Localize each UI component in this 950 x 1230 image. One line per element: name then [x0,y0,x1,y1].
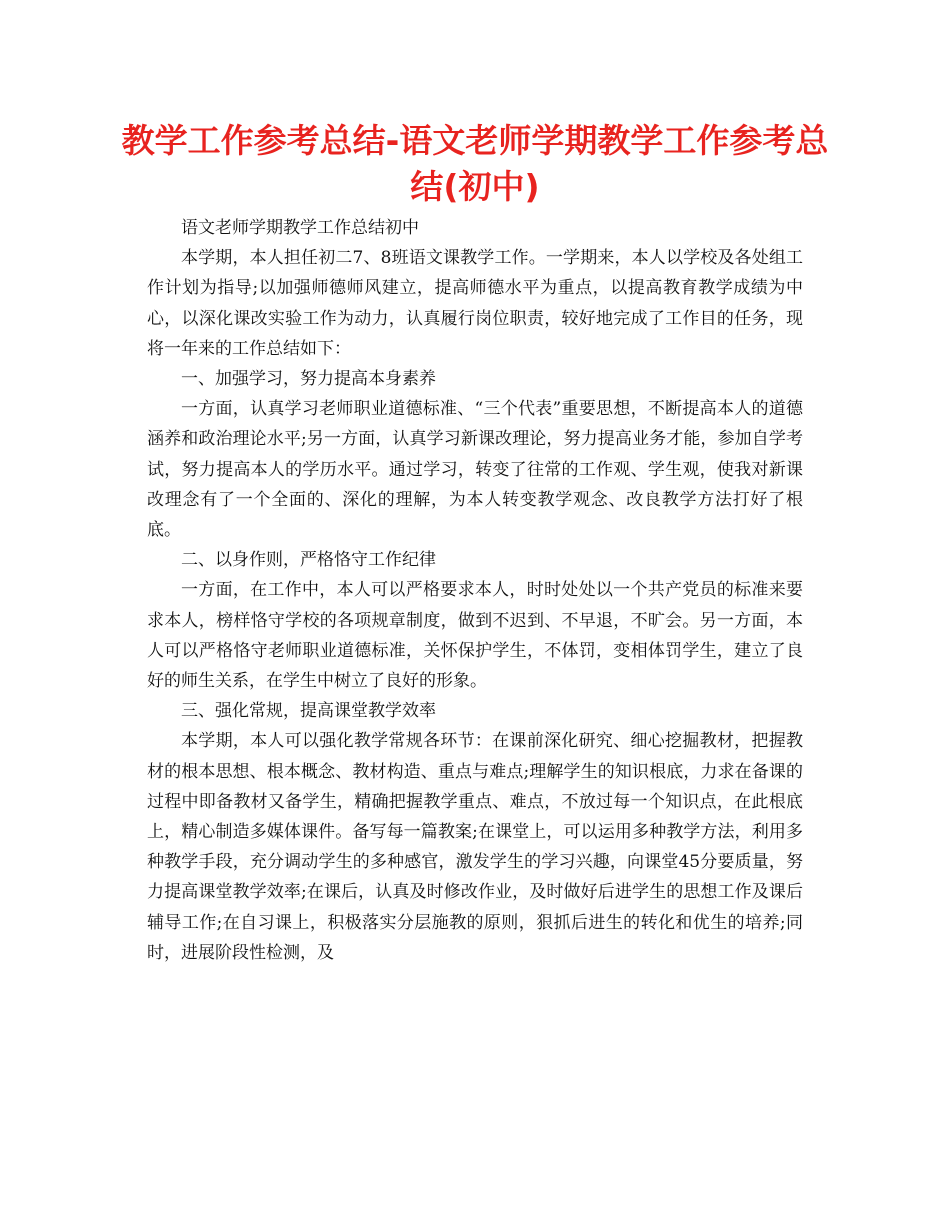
section-heading: 三、强化常规，提高课堂教学效率 [181,701,436,722]
body-paragraph: 一方面，认真学习老师职业道德标准、“三个代表”重要思想，不断提高本人的道德涵养和政治理论水平;另一方面，认真学习新课改理论，努力提高业务才能，参加自学考试，努力提高本人的学历水平。通过学习，转变了往常的工作观、学生观，使我对新课改理念有了一个全面的、深化的理解，为本人转变教学观念、改良教学方法打好了根底。 [147,399,803,541]
body-paragraph: 一方面，在工作中，本人可以严格要求本人，时时处处以一个共产党员的标准来要求本人，榜样恪守学校的各项规章制度，做到不迟到、不早退，不旷会。另一方面，本人可以严格恪守老师职业道德标准，关怀保护学生，不体罚，变相体罚学生，建立了良好的师生关系，在学生中树立了良好的形象。 [147,580,803,692]
document-title: 教学工作参考总结-语文老师学期教学工作参考总结(初中) [121,121,829,206]
subtitle-paragraph: 语文老师学期教学工作总结初中 [181,218,419,238]
document-body [147,213,803,968]
section-heading: 一、加强学习，努力提高本身素养 [181,369,436,390]
body-paragraph: 本学期，本人担任初二7、8班语文课教学工作。一学期来，本人以学校及各处组工作计划为指导;以加强师德师风建立，提高师德水平为重点，以提高教育教学成绩为中心，以深化课改实验工作为动力，认真履行岗位职责，较好地完成了工作目的任务，现将一年来的工作总结如下： [147,248,803,359]
body-paragraph: 本学期，本人可以强化教学常规各环节：在课前深化研究、细心挖掘教材，把握教材的根本思想、根本概念、教材构造、重点与难点;理解学生的知识根底，力求在备课的过程中即备教材又备学生，精确把握教学重点、难点，不放过每一个知识点，在此根底上，精心制造多媒体课件。备写每一篇教案;在课堂上，可以运用多种教学方法，利用多种教学手段，充分调动学生的多种感官，激发学生的学习兴趣，向课堂45分要质量，努力提高课堂教学效率;在课后，认真及时修改作业，及时做好后进学生的思想工作及课后辅导工作;在自习课上，积极落实分层施教的原则，狠抓后进生的转化和优生的培养;同时，进展阶段性检测，及 [147,731,803,963]
section-heading: 二、以身作则，严格恪守工作纪律 [181,550,436,571]
